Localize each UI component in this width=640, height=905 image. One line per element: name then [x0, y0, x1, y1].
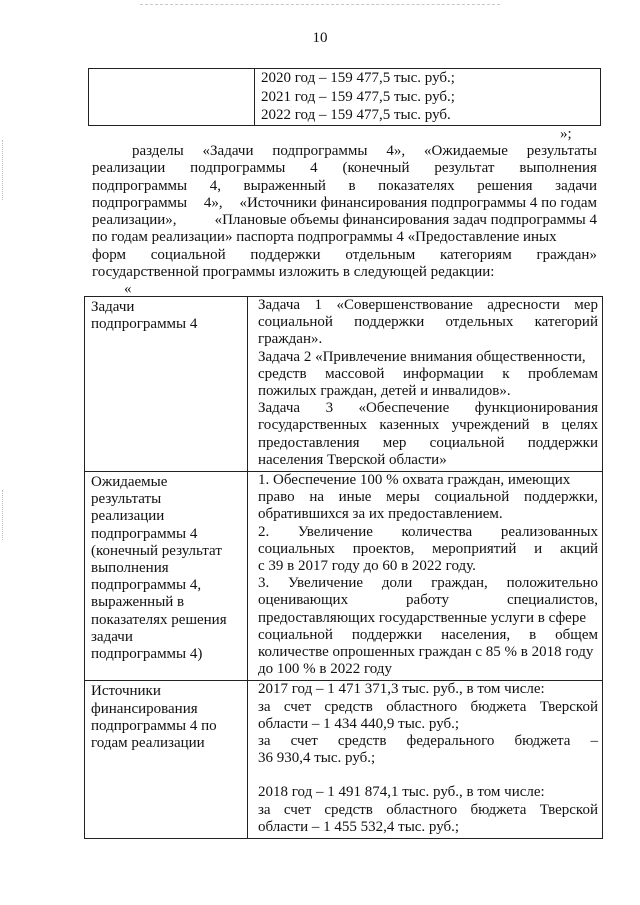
- word: доли: [381, 575, 413, 592]
- content-line: [258, 558, 598, 575]
- word: Увеличение: [297, 523, 373, 540]
- word: поддержки: [354, 314, 425, 331]
- content-line: [258, 452, 598, 469]
- word: средств: [258, 365, 307, 382]
- word: количества: [401, 523, 473, 540]
- word: (конечный: [342, 160, 410, 177]
- word: области – 1 455 532,4 тыс. руб.;: [258, 818, 460, 835]
- page-number: 10: [312, 30, 328, 46]
- label-line: показателях решения: [91, 611, 227, 628]
- word: «Источники финансирования подпрограммы 4 по годам: [239, 194, 597, 211]
- word: реализации: [92, 160, 166, 177]
- word: области – 1 434 440,9 тыс. руб.;: [258, 715, 460, 732]
- word: государственных: [258, 417, 367, 434]
- label-line: задачи: [91, 628, 133, 645]
- word: общем: [555, 626, 598, 643]
- word: средств: [337, 733, 387, 750]
- word: выполнения: [519, 160, 597, 177]
- content-line: [258, 489, 598, 506]
- word: областного: [386, 801, 458, 818]
- word: пожилых граждан, детей и инвалидов».: [258, 383, 511, 400]
- word: массовой: [325, 365, 385, 382]
- content-line: [258, 400, 598, 417]
- word: Тверской: [539, 801, 598, 818]
- word: категориям: [439, 246, 512, 263]
- word: 4»,: [386, 143, 406, 159]
- content-line: [258, 506, 598, 523]
- word: выраженный: [243, 177, 326, 194]
- table-row: [85, 297, 603, 472]
- word: Увеличение: [288, 575, 364, 592]
- content-line: [258, 819, 598, 836]
- content-line: [258, 435, 598, 452]
- label-line: подпрограммы 4): [91, 646, 203, 663]
- word: 1. Обеспечение 100 % охвата граждан, имеющих: [258, 472, 571, 489]
- word: поддержки: [527, 434, 598, 451]
- word: казенных: [379, 417, 440, 434]
- word: мер: [382, 434, 407, 451]
- word: социальных: [258, 540, 335, 557]
- word: граждан»: [536, 246, 597, 263]
- label-line: реализации: [91, 508, 165, 525]
- word: за: [258, 733, 271, 750]
- content-line: [258, 750, 598, 767]
- word: за: [258, 801, 271, 818]
- word: проектов,: [352, 540, 415, 557]
- word: Задача: [258, 400, 301, 417]
- funding-line: 2022 год – 159 477,5 тыс. руб.: [261, 107, 451, 123]
- word: право: [258, 489, 295, 506]
- margin-scan-mark: [2, 490, 7, 540]
- content-line: [258, 524, 598, 541]
- section-content-cell: [248, 472, 603, 681]
- continuation-table: [88, 68, 601, 126]
- paragraph-line: [92, 229, 597, 246]
- word: в: [529, 626, 537, 643]
- empty-label-cell: [89, 69, 255, 126]
- word: предоставления: [258, 434, 360, 451]
- word: 4»,: [203, 194, 223, 211]
- table-row: [85, 681, 603, 839]
- content-line: [258, 661, 598, 678]
- word: и: [534, 540, 543, 557]
- content-line: [258, 716, 598, 733]
- section-label-cell: [85, 297, 248, 472]
- word: специалистов,: [506, 592, 598, 609]
- word: оценивающих: [258, 592, 349, 609]
- content-line: [258, 802, 598, 819]
- top-scan-artifact: [140, 4, 500, 6]
- word: 4,: [209, 177, 221, 194]
- word: подпрограммы: [190, 160, 286, 177]
- paragraph-line: [92, 247, 597, 264]
- word: иные: [338, 489, 372, 506]
- word: социальной: [434, 489, 510, 506]
- word: к: [502, 365, 510, 382]
- word: социальной: [150, 246, 226, 263]
- word: с 39 в 2017 году до 60 в 2022 году.: [258, 558, 476, 575]
- content-line: [258, 541, 598, 558]
- label-line: выполнения: [91, 560, 169, 577]
- word: «Обеспечение: [358, 400, 450, 417]
- word: средств: [324, 698, 373, 715]
- word: государственной программы изложить в следующей редакции:: [92, 264, 495, 281]
- word: результаты: [526, 143, 597, 159]
- label-line: Источники: [91, 683, 161, 700]
- label-line: подпрограммы 4 по: [91, 717, 217, 734]
- word: результат: [434, 160, 495, 177]
- content-line: [258, 331, 598, 348]
- word: «Ожидаемые: [424, 143, 508, 159]
- word: средств: [324, 801, 373, 818]
- word: за: [258, 698, 271, 715]
- word: социальной: [258, 626, 333, 643]
- word: задачи: [555, 177, 597, 194]
- label-line: годам реализации: [91, 735, 205, 752]
- word: по годам реализации» паспорта подпрограммы 4 «Предоставление иных: [92, 229, 557, 246]
- word: федерального: [406, 733, 495, 750]
- label-line: выраженный в: [91, 594, 185, 611]
- word: «Задачи: [202, 143, 254, 159]
- word: 2.: [258, 523, 270, 540]
- word: проблемам: [528, 365, 598, 382]
- content-line: [258, 314, 598, 331]
- content-line: [258, 784, 598, 801]
- word: подпрограммы: [92, 177, 188, 194]
- word: счет: [283, 801, 312, 818]
- funding-line: 2020 год – 159 477,5 тыс. руб.;: [261, 70, 455, 86]
- paragraph-line: [92, 178, 597, 195]
- label-line: подпрограммы 4: [91, 525, 198, 542]
- word: подпрограммы: [92, 194, 188, 211]
- content-line: [258, 627, 598, 644]
- content-line: [258, 366, 598, 383]
- word: граждан».: [258, 331, 323, 348]
- word: «Совершенствование: [336, 297, 473, 313]
- word: реализации»,: [92, 212, 177, 229]
- content-line: [258, 681, 598, 698]
- paragraph-line: [92, 212, 597, 229]
- word: поддержки,: [523, 489, 598, 506]
- word: мер: [574, 297, 598, 313]
- label-line: Задачи: [91, 299, 135, 315]
- word: 1: [314, 297, 323, 313]
- content-line: [258, 592, 598, 609]
- funding-years-cell: [255, 69, 601, 126]
- word: в: [541, 417, 550, 434]
- word: 2017 год – 1 471 371,3 тыс. руб., в том числе:: [258, 681, 545, 698]
- word: решения: [477, 177, 533, 194]
- content-line: [258, 297, 598, 314]
- word: адресности: [487, 297, 560, 313]
- word: количестве опрошенных граждан с 85 % в 2018 году: [258, 644, 594, 661]
- word: предоставляющих государственные услуги в сфере: [258, 609, 586, 626]
- paragraph-line: [92, 143, 597, 160]
- word: показателях: [378, 177, 455, 194]
- word: функционирования: [474, 400, 598, 417]
- word: 36 930,4 тыс. руб.;: [258, 750, 376, 767]
- content-line: [258, 644, 598, 661]
- section-content-cell: [248, 681, 603, 839]
- word: обратившихся за их предоставлением.: [258, 506, 503, 523]
- word: бюджета: [470, 698, 527, 715]
- section-label-cell: [85, 681, 248, 839]
- word: 2018 год – 1 491 874,1 тыс. руб., в том числе:: [258, 784, 545, 801]
- word: положительно: [506, 575, 598, 592]
- opening-quote: «: [124, 281, 132, 297]
- word: целях: [561, 417, 598, 434]
- word: 3.: [258, 575, 270, 592]
- content-line: [258, 383, 598, 400]
- word: населения Тверской области»: [258, 451, 447, 468]
- paragraph-line: [92, 195, 597, 212]
- word: поддержки: [250, 246, 321, 263]
- funding-line: 2021 год – 159 477,5 тыс. руб.;: [261, 88, 455, 105]
- word: 3: [325, 400, 334, 417]
- word: Тверской: [539, 698, 598, 715]
- paragraph-line: [92, 264, 597, 281]
- content-line: [258, 733, 598, 750]
- content-line: [258, 610, 598, 627]
- content-line: [258, 472, 598, 489]
- label-line: результаты: [91, 491, 162, 508]
- word: социальной: [429, 434, 505, 451]
- word: информации: [402, 365, 484, 382]
- word: «Плановые объемы финансирования задач подпрограммы 4: [214, 212, 597, 229]
- word: работу: [406, 592, 449, 609]
- table-row: [85, 472, 603, 681]
- margin-scan-mark: [2, 140, 7, 200]
- word: 4: [310, 160, 318, 177]
- word: учреждений: [451, 417, 530, 434]
- word: социальной: [258, 314, 333, 331]
- word: отдельных: [445, 314, 514, 331]
- label-line: финансирования: [91, 700, 198, 717]
- closing-quote: »;: [560, 126, 572, 142]
- word: меры: [386, 489, 420, 506]
- passport-table: [84, 296, 603, 839]
- word: счет: [290, 733, 318, 750]
- word: населения,: [441, 626, 511, 643]
- blank-line: [258, 767, 598, 784]
- content-line: [258, 575, 598, 592]
- word: отдельным: [345, 246, 416, 263]
- word: в: [348, 177, 356, 194]
- word: мероприятий: [432, 540, 517, 557]
- label-line: подпрограммы 4,: [91, 577, 202, 594]
- word: граждан,: [431, 575, 488, 592]
- table-row: [89, 69, 601, 126]
- section-label-cell: [85, 472, 248, 681]
- word: подпрограммы: [272, 143, 368, 159]
- word: акций: [559, 540, 598, 557]
- word: поддержки: [351, 626, 423, 643]
- label-line: (конечный результат: [91, 542, 222, 559]
- section-content-cell: [248, 297, 603, 472]
- word: –: [590, 733, 598, 750]
- word: на: [309, 489, 324, 506]
- amendment-paragraph: [92, 143, 597, 281]
- word: бюджета: [470, 801, 527, 818]
- content-line: [258, 349, 598, 366]
- word: Задача: [258, 297, 301, 313]
- content-line: [258, 417, 598, 434]
- word: категорий: [534, 314, 598, 331]
- label-line: подпрограммы 4: [91, 316, 198, 333]
- word: областного: [386, 698, 458, 715]
- word: реализованных: [500, 523, 598, 540]
- word: счет: [283, 698, 312, 715]
- word: бюджета: [514, 733, 571, 750]
- content-line: [258, 699, 598, 716]
- word: до 100 % в 2022 году: [258, 661, 392, 678]
- paragraph-line: [92, 160, 597, 177]
- word: разделы: [132, 143, 184, 159]
- label-line: Ожидаемые: [91, 474, 168, 491]
- word: Задача 2 «Привлечение внимания общественности,: [258, 348, 586, 365]
- word: форм: [92, 246, 126, 263]
